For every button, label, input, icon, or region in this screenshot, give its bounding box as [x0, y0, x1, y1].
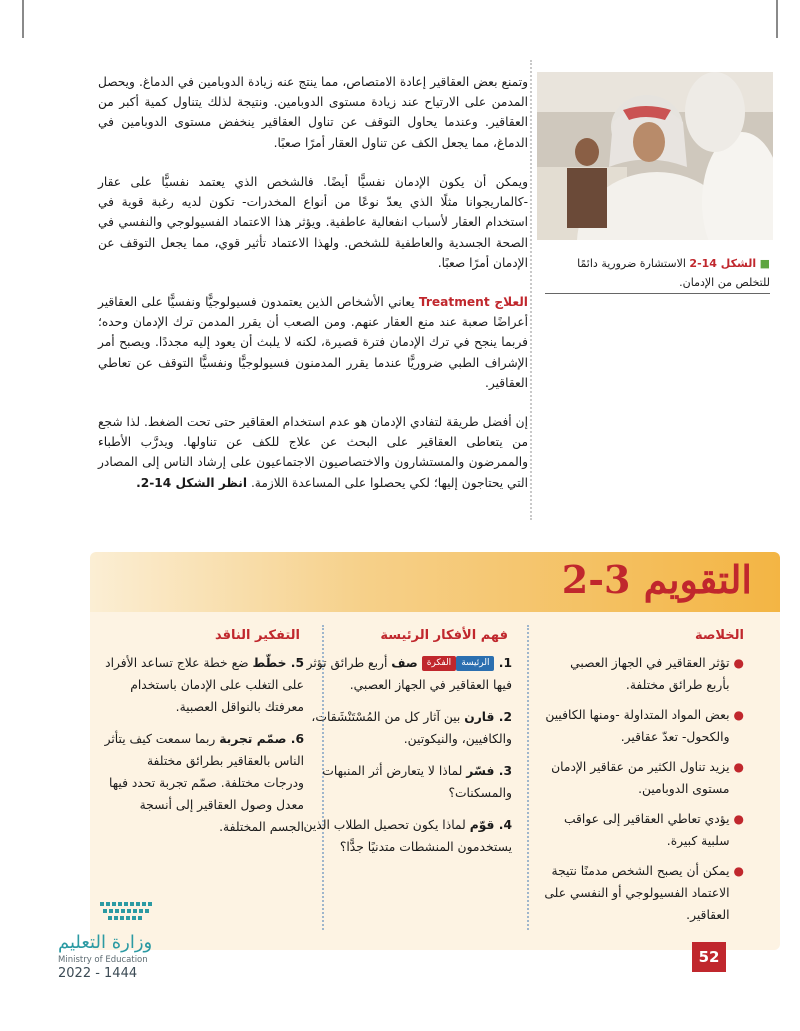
summary-item: ● يؤدي تعاطي العقاقير إلى عواقب سلبية كبيرة. [563, 812, 744, 848]
ministry-name-ar: وزارة التعليم [58, 932, 153, 953]
summary-item: ● يمكن أن يصبح الشخص مدمنًا نتيجة الاعتماد الفسيولوجي أو النفسي على العقاقير. [544, 864, 744, 922]
top-guide-right [776, 0, 778, 38]
summary-list [544, 652, 744, 934]
question-6: 6. صمّم تجربة ربما سمعت كيف يتأثر الناس بالعقاقير بطرائق مختلفة ودرجات مختلفة. صمّم تجربة تحدد فيها معدل وصول العقاقير إلى أنسجة الجسم المختلفة. [104, 732, 304, 834]
paragraph-1: وتمنع بعض العقاقير إعادة الامتصاص، مما ينتج عنه زيادة الدوبامين في الدماغ. ويحصل المدمن على الارتياح عند زيادة مستوى الدوبامين. ونتيجة لذلك يتناول كمية أكبر من العقاقير. وعندما يحاول التوقف عن تناول العقاقير ينخفض مستوى الدوبامين في الدماغ، مما يجعل الكف عن تناول العقار أمرًا صعبًا. [98, 75, 528, 150]
caption-rule [545, 293, 770, 294]
tag-main: الرئيسة [456, 656, 494, 671]
tag-idea: الفكرة [422, 656, 456, 671]
figure-caption: ■ الشكل 14-2 الاستشارة ضرورية دائمًا للتخلص من الإدمان. [577, 257, 770, 289]
paragraph-3: العلاج Treatment يعاني الأشخاص الذين يعتمدون فسيولوجيًّا ونفسيًّا على العقاقير أعراضًا صعبة عند منع العقار عنهم. ومن الصعب أن يقرر المدمن ترك الإدمان وحده؛ فربما ينجح في ترك الإدمان فترة قصيرة، لكنه لا يلبث أن يعود إليه مجددًا. ويصبح أمر الإشراف الطبي ضروريًّا عندما يقرر المدمنون فسيولوجيًّا ونفسيًّا التوقف عن تعاطي العقاقير. [98, 295, 528, 390]
term-treatment: العلاج Treatment [418, 295, 528, 309]
ministry-logo-icon [100, 898, 160, 930]
ministry-name-en: Ministry of Education [58, 955, 148, 965]
summary-item: ● بعض المواد المتداولة -ومنها الكافيين والكحول- تعدّ عقاقير. [545, 708, 744, 744]
question-4: 4. قوّم لماذا يكون تحصيل الطلاب الذين يستخدمون المنشطات متدنيًا جدًّا؟ [303, 818, 512, 854]
critical-thinking-questions [104, 652, 304, 848]
main-ideas-questions [302, 652, 512, 868]
summary-item: ● تؤثر العقاقير في الجهاز العصبي بأربع طرائق مختلفة. [570, 656, 744, 692]
question-1: 1. الرئيسةالفكرة صف أربع طرائق تؤثر فيها العقاقير في الجهاز العصبي. [306, 656, 512, 692]
summary-item: ● يزيد تناول الكثير من عقاقير الإدمان مستوى الدوبامين. [551, 760, 744, 796]
paragraph-4: إن أفضل طريقة لتفادي الإدمان هو عدم استخدام العقاقير حتى تحت الضغط. لذا شجع من يتعاطى العقاقير على البحث عن علاج للكف عن تناولها. ويدرَّب الأطباء والممرضون والمستشارون والاختصاصيون الاجتماعيون على إرشاد الناس إلى المصادر التي يحتاجون إليها؛ لكي يحصلوا على المساعدة اللازمة. انظر الشكل 14-2. [98, 415, 528, 490]
paragraph-2: ويمكن أن يكون الإدمان نفسيًّا أيضًا. فالشخص الذي يعتمد نفسيًّا على عقار -كالماريجوانا مثلًا الذي يعدّ نوعًا من أنواع المخدرات- تكون لديه رغبة قوية في استخدام العقار لأسباب انفعالية عاطفية. ويؤثر هذا الاعتماد الفسيولوجي والنفسي في الصحة الجسدية والعاطفية للشخص. ولهذا الاعتماد تأثير قوي، مما يجعل التوقف عن الإدمان أمرًا صعبًا. [98, 175, 528, 270]
page-number: 52 [692, 942, 726, 972]
top-guide-left [22, 0, 24, 38]
counseling-photo [537, 72, 773, 240]
question-3: 3. فسّر لماذا لا يتعارض أثر المنبهات والمسكنات؟ [322, 764, 512, 800]
critical-thinking-heading: التفكير الناقد [214, 628, 300, 643]
column-divider [530, 60, 534, 520]
main-ideas-heading: فهم الأفكار الرئيسة [380, 628, 508, 643]
summary-heading: الخلاصة [694, 628, 744, 643]
evaluation-title: التقويم 3-2 [561, 557, 752, 602]
question-2: 2. قارن بين آثار كل من المُسْتَنْشَقات، والكافيين، والنيكوتين. [311, 710, 512, 746]
edition-year: 2022 - 1444 [58, 966, 138, 981]
column-divider-1 [527, 625, 529, 930]
figure-reference: انظر الشكل 14-2. [136, 475, 248, 490]
question-5: 5. خطّط ضع خطة علاج تساعد الأفراد على التغلب على الإدمان باستخدام معرفتك بالنواقل العصبية. [105, 656, 304, 714]
